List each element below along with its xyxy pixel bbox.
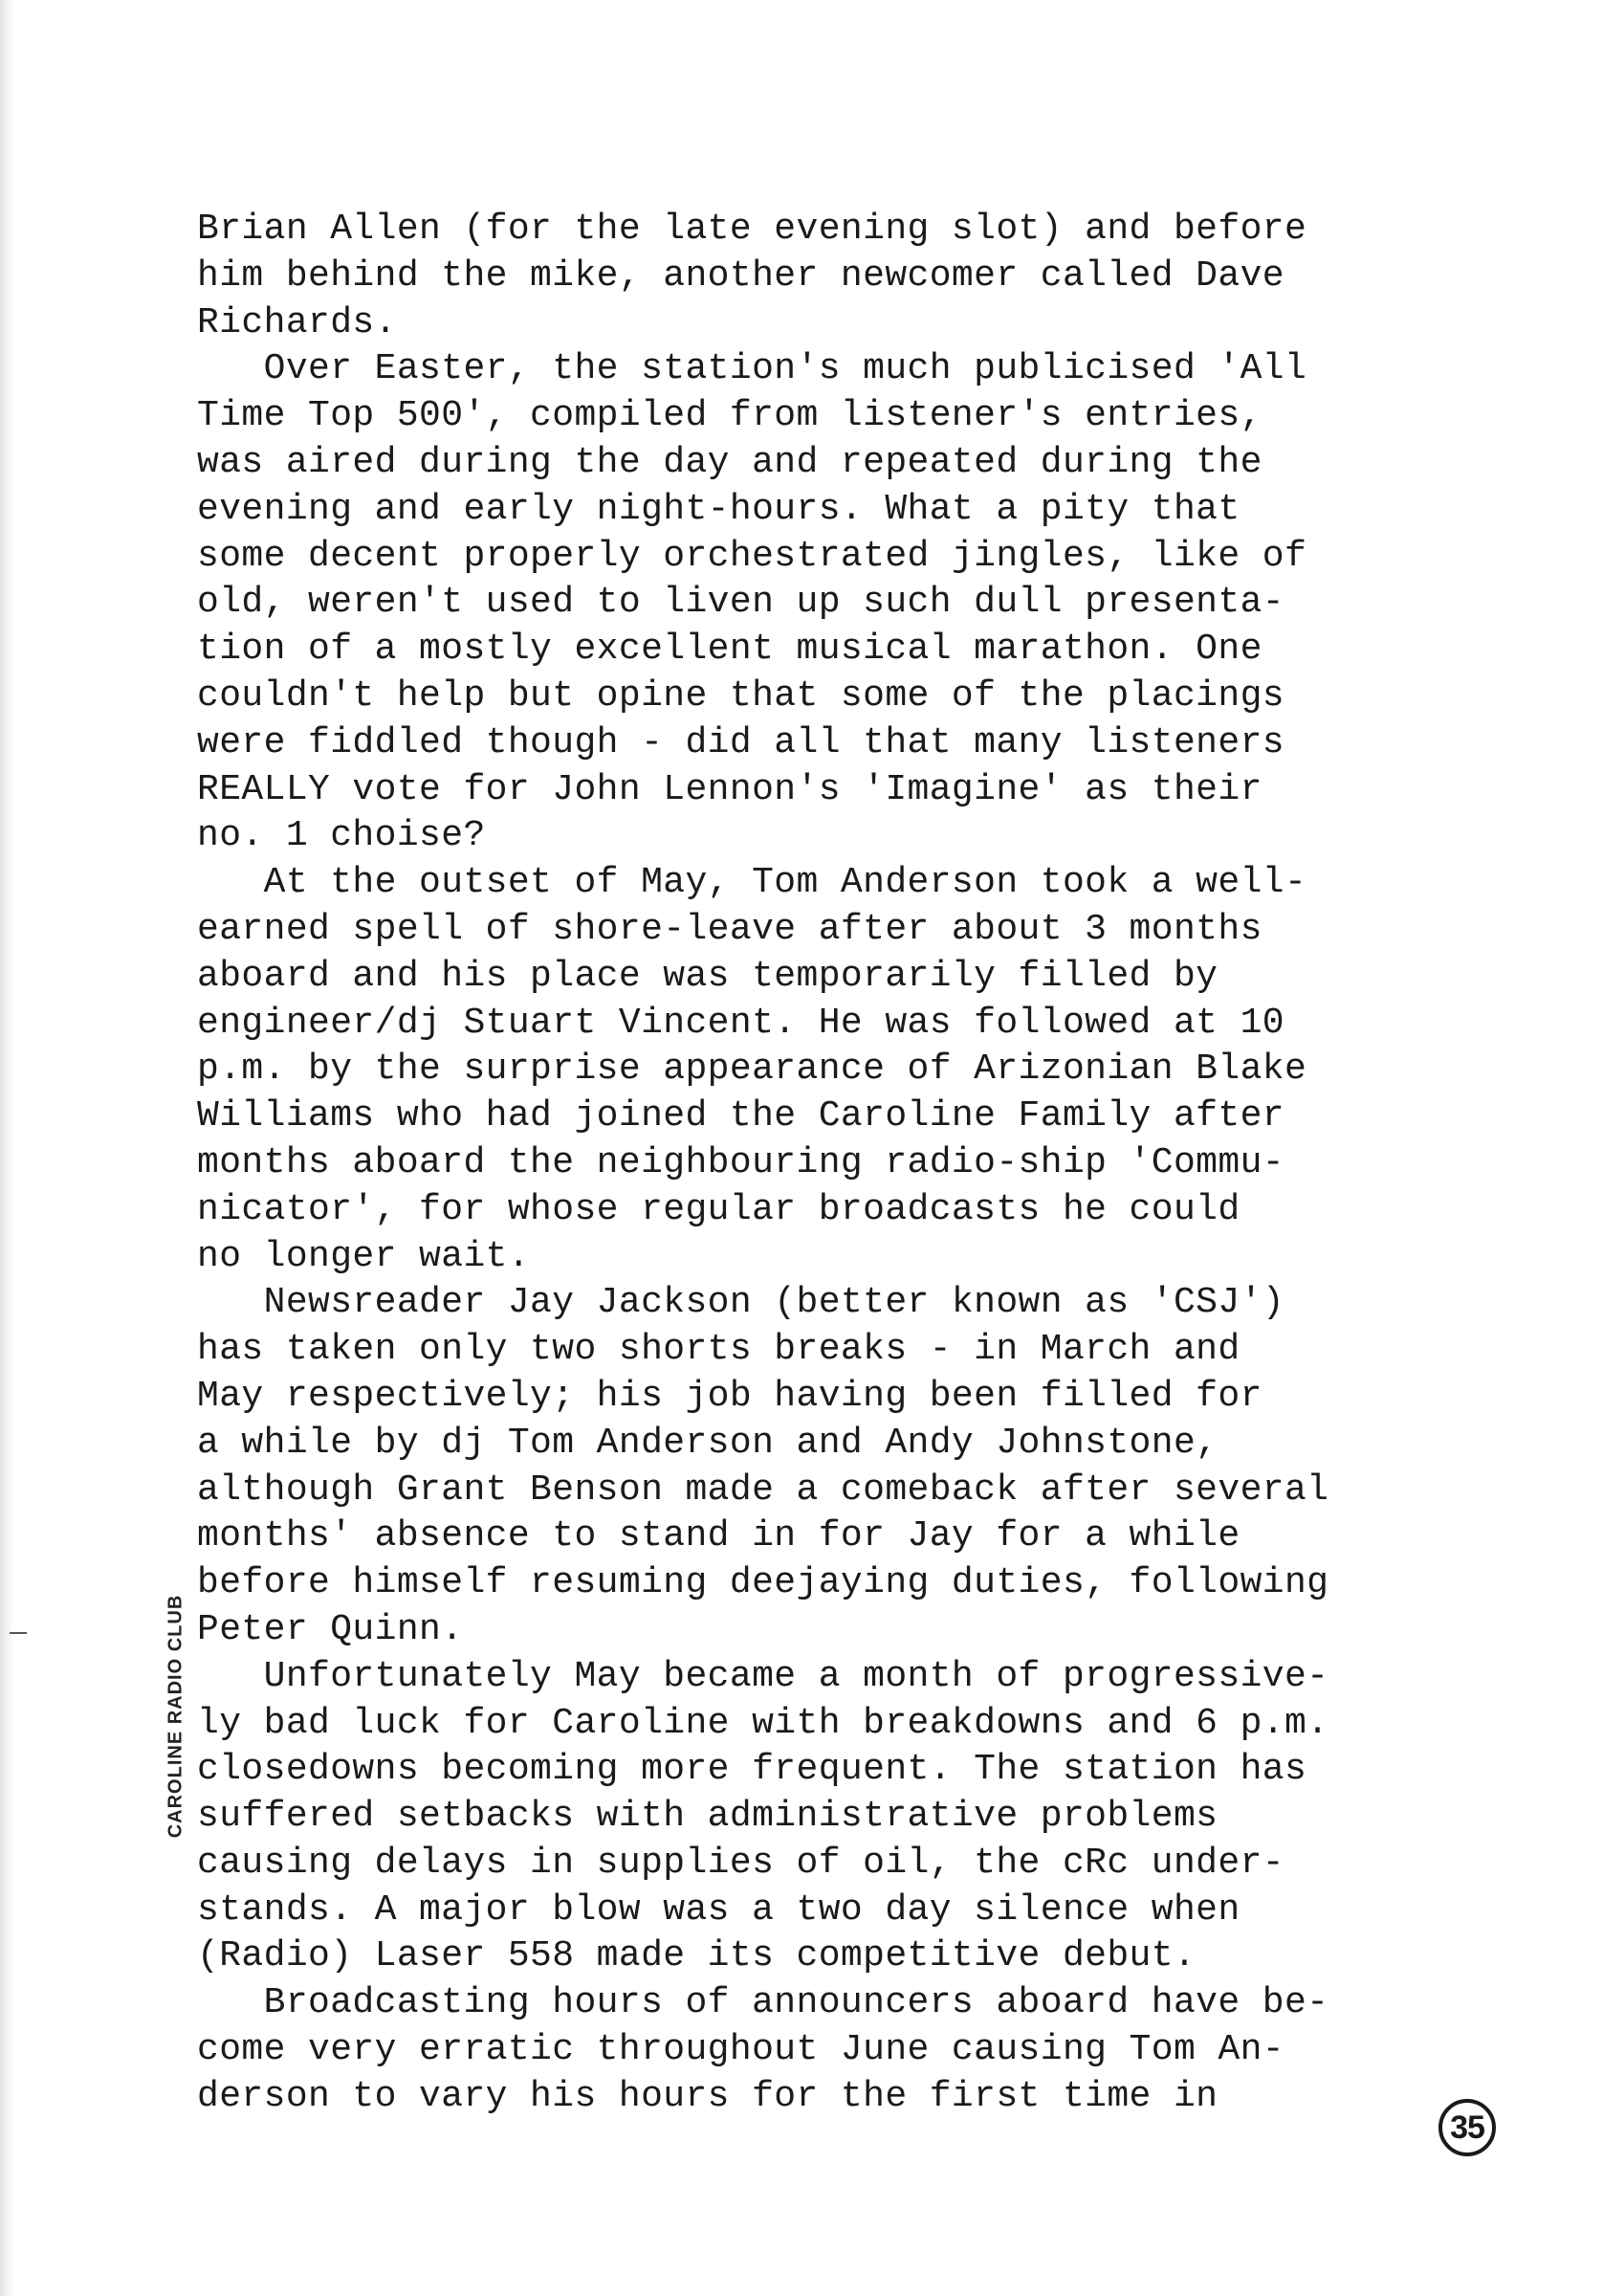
body-line: engineer/dj Stuart Vincent. He was followed at 10 bbox=[197, 1002, 1285, 1044]
body-line: Brian Allen (for the late evening slot) and before bbox=[197, 209, 1307, 250]
body-line: a while by dj Tom Anderson and Andy Johnstone, bbox=[197, 1422, 1219, 1464]
body-line: Newsreader Jay Jackson (better known as 'CSJ') bbox=[197, 1282, 1285, 1324]
body-line: months' absence to stand in for Jay for a while bbox=[197, 1515, 1241, 1557]
body-line: Williams who had joined the Caroline Family after bbox=[197, 1095, 1285, 1137]
body-line: Peter Quinn. bbox=[197, 1608, 464, 1650]
body-line: was aired during the day and repeated during the bbox=[197, 441, 1263, 483]
margin-mark bbox=[10, 1632, 27, 1634]
body-line: come very erratic throughout June causing Tom An- bbox=[197, 2029, 1285, 2071]
body-line: some decent properly orchestrated jingles, like of bbox=[197, 535, 1307, 577]
body-line: old, weren't used to liven up such dull presenta- bbox=[197, 582, 1285, 624]
body-line: although Grant Benson made a comeback after several bbox=[197, 1468, 1329, 1511]
body-line: Time Top 500', compiled from listener's entries, bbox=[197, 395, 1263, 437]
body-line: Broadcasting hours of announcers aboard have be- bbox=[197, 1982, 1329, 2024]
body-line: derson to vary his hours for the first time in bbox=[197, 2075, 1219, 2117]
body-line: Richards. bbox=[197, 301, 397, 343]
body-line: May respectively; his job having been filled for bbox=[197, 1375, 1263, 1417]
body-line: At the outset of May, Tom Anderson took a well- bbox=[197, 862, 1307, 904]
page-number-badge: 35 bbox=[1438, 2099, 1496, 2156]
body-line: were fiddled though - did all that many listeners bbox=[197, 721, 1285, 763]
body-line: nicator', for whose regular broadcasts he could bbox=[197, 1188, 1241, 1230]
body-line: evening and early night-hours. What a pity that bbox=[197, 488, 1241, 530]
body-line: ly bad luck for Caroline with breakdowns and 6 p.m. bbox=[197, 1702, 1329, 1744]
article-body bbox=[197, 207, 1479, 2121]
body-line: before himself resuming deejaying duties, following bbox=[197, 1562, 1329, 1604]
body-line: couldn't help but opine that some of the placings bbox=[197, 674, 1285, 717]
body-line: (Radio) Laser 558 made its competitive debut. bbox=[197, 1935, 1197, 1977]
body-line: him behind the mike, another newcomer called Dave bbox=[197, 254, 1285, 297]
body-line: suffered setbacks with administrative problems bbox=[197, 1796, 1219, 1838]
body-line: REALLY vote for John Lennon's 'Imagine' as their bbox=[197, 768, 1263, 810]
body-line: aboard and his place was temporarily filled by bbox=[197, 955, 1219, 997]
body-line: has taken only two shorts breaks - in March and bbox=[197, 1329, 1241, 1371]
body-line: tion of a mostly excellent musical marathon. One bbox=[197, 629, 1263, 671]
body-line: earned spell of shore-leave after about 3 months bbox=[197, 908, 1263, 950]
body-line: no. 1 choise? bbox=[197, 815, 486, 857]
body-line: stands. A major blow was a two day silence when bbox=[197, 1888, 1241, 1931]
club-name-vertical: CAROLINE RADIO CLUB bbox=[165, 1594, 187, 1839]
body-line: Unfortunately May became a month of progressive- bbox=[197, 1655, 1329, 1697]
body-line: p.m. by the surprise appearance of Arizonian Blake bbox=[197, 1049, 1307, 1091]
page-edge-shadow bbox=[0, 0, 13, 2296]
body-line: causing delays in supplies of oil, the cRc under- bbox=[197, 1842, 1285, 1884]
body-line: months aboard the neighbouring radio-ship 'Commu- bbox=[197, 1141, 1285, 1183]
body-line: Over Easter, the station's much publicised 'All bbox=[197, 348, 1307, 390]
body-line: no longer wait. bbox=[197, 1235, 531, 1277]
body-line: closedowns becoming more frequent. The station has bbox=[197, 1749, 1307, 1791]
